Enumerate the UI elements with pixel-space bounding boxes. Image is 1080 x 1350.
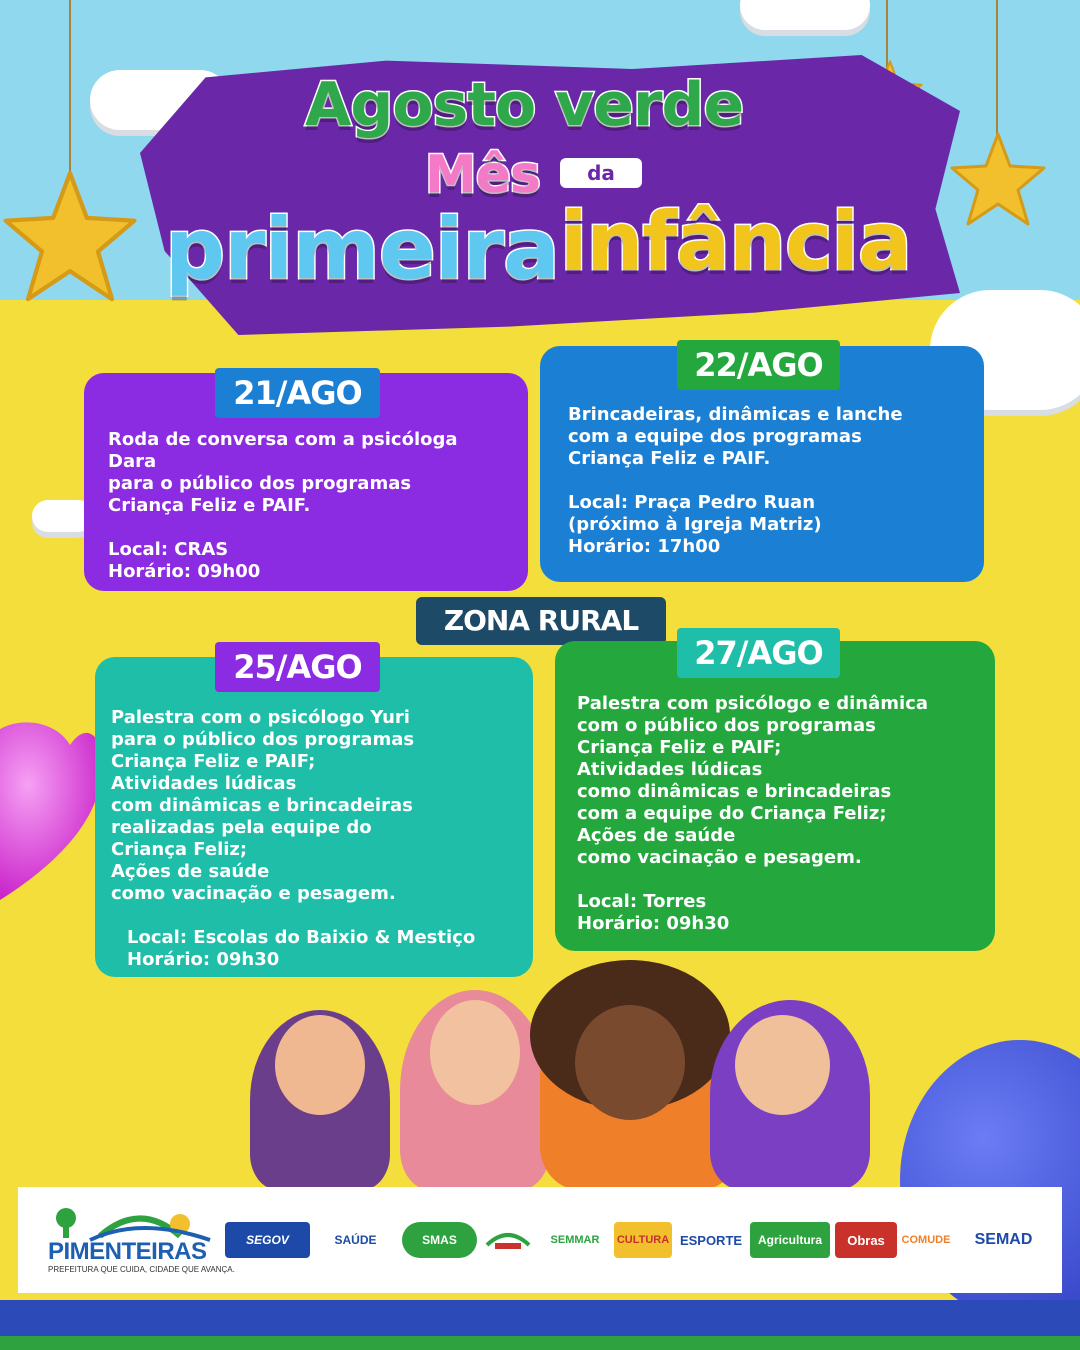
event-line: com dinâmicas e brincadeiras bbox=[111, 795, 413, 816]
child-2-face bbox=[430, 1000, 520, 1105]
logo-segov: SEGOV bbox=[225, 1222, 310, 1258]
date-tag-21-ago: 21/AGO bbox=[215, 368, 380, 418]
cloud-top-center bbox=[740, 0, 870, 30]
event-local: Local: Praça Pedro Ruan bbox=[568, 492, 816, 513]
title-da: da bbox=[560, 158, 642, 188]
logo-smas: SMAS bbox=[402, 1222, 477, 1258]
logo-obras: Obras bbox=[835, 1222, 897, 1258]
event-line: Ações de saúde bbox=[577, 825, 736, 846]
star-left-icon bbox=[0, 170, 140, 305]
star-right-icon bbox=[948, 125, 1048, 235]
event-line: como vacinação e pesagem. bbox=[111, 883, 396, 904]
event-line: como vacinação e pesagem. bbox=[577, 847, 862, 868]
event-line: Criança Feliz e PAIF; bbox=[577, 737, 782, 758]
logo-secretaria-educacao bbox=[482, 1222, 534, 1258]
event-line: para o público dos programas bbox=[111, 729, 415, 750]
logo-semmar: SEMMAR bbox=[550, 1234, 600, 1246]
event-line: Dara bbox=[108, 451, 157, 472]
star-string-right bbox=[996, 0, 998, 135]
logo-cultura: CULTURA bbox=[614, 1222, 672, 1258]
event-time: Horário: 09h30 bbox=[127, 949, 280, 970]
children-photo bbox=[230, 960, 950, 1190]
event-time: Horário: 09h30 bbox=[577, 913, 730, 934]
child-3-face bbox=[575, 1005, 685, 1120]
event-local-detail: (próximo à Igreja Matriz) bbox=[568, 514, 822, 535]
event-card-25-ago bbox=[95, 657, 533, 977]
event-line: com o público dos programas bbox=[577, 715, 876, 736]
title-primeira: primeira bbox=[165, 200, 559, 298]
logo-agricultura: Agricultura bbox=[750, 1222, 830, 1258]
event-line: Ações de saúde bbox=[111, 861, 270, 882]
event-line: Criança Feliz e PAIF; bbox=[111, 751, 316, 772]
event-line: Palestra com o psicólogo Yuri bbox=[111, 707, 410, 728]
event-local: Local: Torres bbox=[577, 891, 707, 912]
brand-tagline: PREFEITURA QUE CUIDA, CIDADE QUE AVANÇA. bbox=[48, 1265, 235, 1274]
star-string-left bbox=[69, 0, 71, 180]
heart-balloon-icon bbox=[0, 705, 100, 905]
event-line: Criança Feliz e PAIF. bbox=[108, 495, 311, 516]
event-time: Horário: 09h00 bbox=[108, 561, 261, 582]
logo-semad: SEMAD bbox=[974, 1231, 1033, 1248]
date-tag-22-ago: 22/AGO bbox=[677, 340, 840, 390]
event-line: com a equipe do Criança Feliz; bbox=[577, 803, 887, 824]
brand-name: PIMENTEIRAS bbox=[48, 1238, 207, 1265]
event-line: para o público dos programas bbox=[108, 473, 412, 494]
title-infancia: infância bbox=[560, 195, 911, 288]
date-tag-27-ago: 27/AGO bbox=[677, 628, 840, 678]
child-1-face bbox=[275, 1015, 365, 1115]
event-line: Atividades lúdicas bbox=[577, 759, 763, 780]
logo-esporte: ESPORTE bbox=[679, 1232, 743, 1248]
event-line: Roda de conversa com a psicóloga bbox=[108, 429, 458, 450]
event-line: Criança Feliz e PAIF. bbox=[568, 448, 771, 469]
title-mes: Mês bbox=[425, 145, 540, 205]
event-line: como dinâmicas e brincadeiras bbox=[577, 781, 892, 802]
event-line: realizadas pela equipe do bbox=[111, 817, 372, 838]
event-local: Local: Escolas do Baixio & Mestiço bbox=[127, 927, 476, 948]
child-4-face bbox=[735, 1015, 830, 1115]
title-agosto-verde: Agosto verde bbox=[305, 70, 744, 140]
footer-edge-green bbox=[0, 1336, 1080, 1350]
event-line: Palestra com psicólogo e dinâmica bbox=[577, 693, 928, 714]
event-line: com a equipe dos programas bbox=[568, 426, 862, 447]
event-line: Criança Feliz; bbox=[111, 839, 248, 860]
event-line: Brincadeiras, dinâmicas e lanche bbox=[568, 404, 903, 425]
date-tag-25-ago: 25/AGO bbox=[215, 642, 380, 692]
logo-saude: SAÚDE bbox=[334, 1233, 377, 1247]
education-logo-icon bbox=[485, 1225, 531, 1255]
logo-comude: COMUDE bbox=[901, 1234, 951, 1246]
zona-rural-label: ZONA RURAL bbox=[416, 597, 666, 645]
event-line: Atividades lúdicas bbox=[111, 773, 297, 794]
event-card-27-ago bbox=[555, 641, 995, 951]
event-time: Horário: 17h00 bbox=[568, 536, 721, 557]
event-local: Local: CRAS bbox=[108, 539, 229, 560]
